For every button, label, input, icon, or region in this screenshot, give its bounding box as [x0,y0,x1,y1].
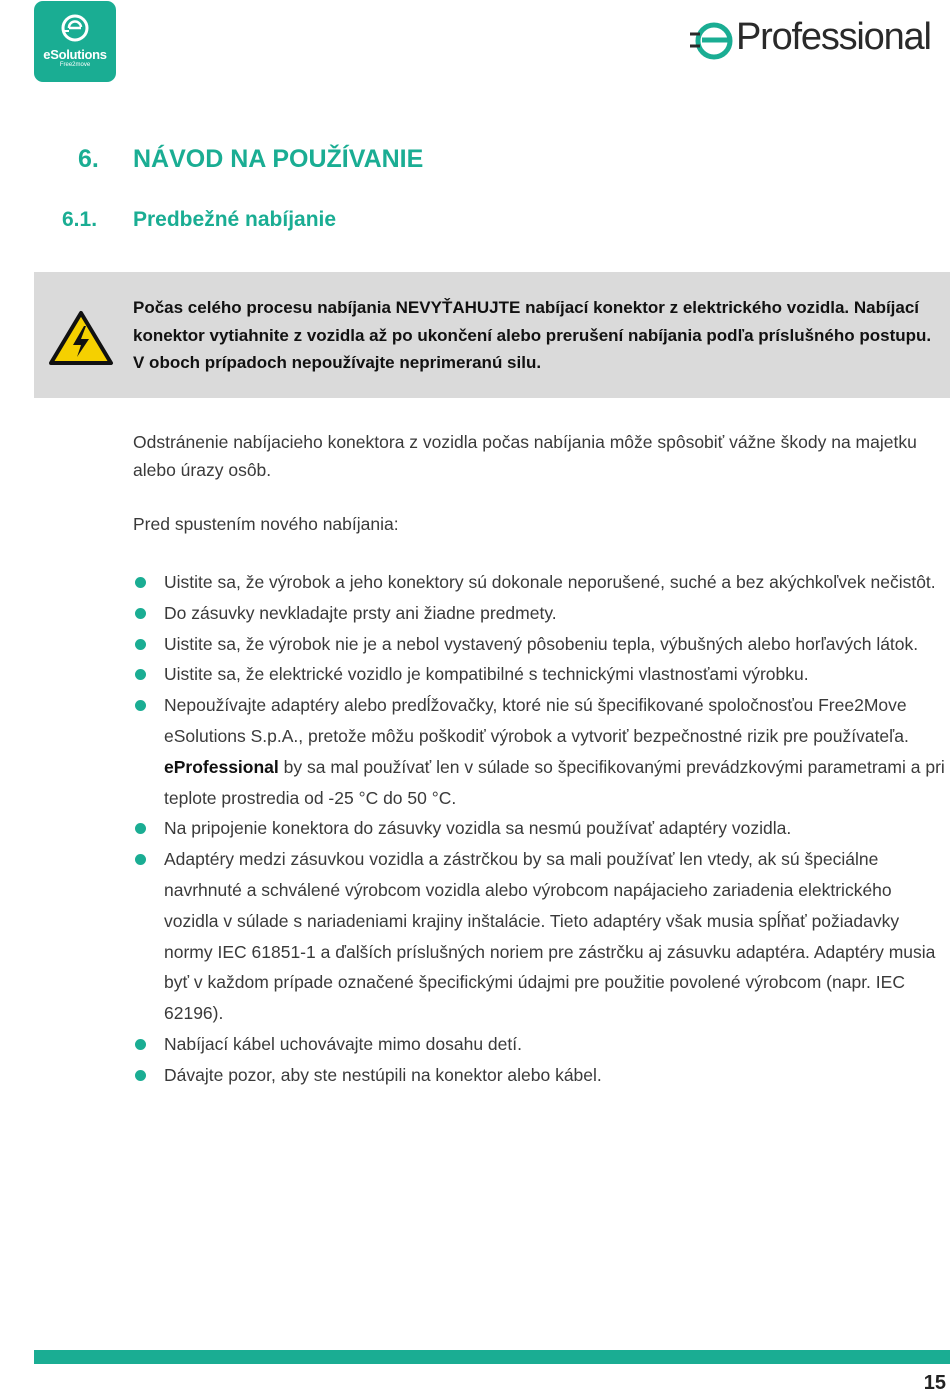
bullet-dot [135,608,146,619]
paragraph-before-charging: Pred spustením nového nabíjania: [133,514,399,534]
footer-bar [34,1350,950,1364]
list-item [133,1029,948,1060]
list-item-text: Uistite sa, že elektrické vozidlo je kompatibilné s technickými vlastnosťami výrobku. [164,664,809,685]
precautions-list [133,567,948,1091]
list-item [133,1060,948,1091]
eprofessional-logo [688,18,950,64]
list-item-text: Adaptéry medzi zásuvkou vozidla a zástrčkou by sa mali používať len vtedy, ak sú špeciálne navrhnuté a schválené výrobcom vozidla alebo výrobcom napájacieho zariadenia elektrického vozidla v súlade s nariadeniami krajiny inštalácie. Tieto adaptéry však musia spĺňať požiadavky normy IEC 61851-1 a ďalších príslušných noriem pre zástrčku aj zásuvku adaptéra. Adaptéry musia byť v každom prípade označené špecifickými údajmi pre použitie povolené výrobcom (napr. IEC 62196). [164,849,936,1024]
bullet-dot [135,577,146,588]
bullet-dot [135,1039,146,1050]
eprofessional-wordmark: Professional [736,16,931,58]
list-item-text: Nabíjací kábel uchovávajte mimo dosahu detí. [164,1033,522,1054]
list-item [133,567,948,598]
list-item [133,598,948,629]
bullet-dot [135,639,146,650]
bullet-dot [135,669,146,680]
list-item [133,844,948,1029]
esolutions-sub-text: Free2move [59,62,91,68]
esolutions-logo [34,1,116,82]
warning-box [34,272,950,398]
list-item-text: Do zásuvky nevkladajte prsty ani žiadne predmety. [164,602,557,623]
section-number: 6. [78,145,99,173]
eprofessional-plug-e-icon [688,20,734,62]
subsection-title: Predbežné nabíjanie [133,208,337,231]
warning-text: Počas celého procesu nabíjania NEVYŤAHUJTE nabíjací konektor z elektrického vozidla. Nabíjací konektor vytiahnite z vozidla až po ukončení alebo prerušení nabíjania podľa príslušného postupu. V oboch prípadoch nepoužívajte neprimeranú silu. [133,298,932,372]
list-item-text: Uistite sa, že výrobok a jeho konektory sú dokonale neporušené, suché a bez akýchkoľvek nečistôt. [164,572,936,592]
high-voltage-warning-icon [48,310,114,366]
list-item-text-post: by sa mal používať len v súlade so špecifikovanými prevádzkovými parametrami a pri teplote prostredia od -25 °C do 50 °C. [164,756,945,808]
bullet-dot [135,854,146,865]
bullet-dot [135,823,146,834]
list-item-text: Uistite sa, že výrobok nie je a nebol vystavený pôsobeniu tepla, výbušných alebo horľavých látok. [164,633,919,654]
section-title: NÁVOD NA POUŽÍVANIE [133,145,424,173]
esolutions-logo-icon [60,13,90,43]
paragraph-risk: Odstránenie nabíjacieho konektora z vozidla počas nabíjania môže spôsobiť vážne škody na majetku alebo úrazy osôb. [133,432,917,480]
product-name: eProfessional [164,756,279,777]
bullet-dot [135,1070,146,1081]
bullet-dot [135,700,146,711]
list-item [133,690,948,813]
esolutions-brand-text: eSolutions [43,47,107,62]
page-number: 15 [923,1372,946,1394]
list-item-text-pre: Nepoužívajte adaptéry alebo predĺžovačky, ktoré nie sú špecifikované spoločnosťou Free2Move eSolutions S.p.A., pretože môžu poškodiť výrobok a vytvoriť bezpečnostné rizik pre používateľa. [164,695,909,746]
list-item [133,813,948,844]
subsection-number: 6.1. [62,208,98,231]
list-item-text: Na pripojenie konektora do zásuvky vozidla sa nesmú používať adaptéry vozidla. [164,818,792,839]
list-item-text: Dávajte pozor, aby ste nestúpili na konektor alebo kábel. [164,1064,602,1085]
list-item [133,659,948,690]
list-item [133,629,948,660]
